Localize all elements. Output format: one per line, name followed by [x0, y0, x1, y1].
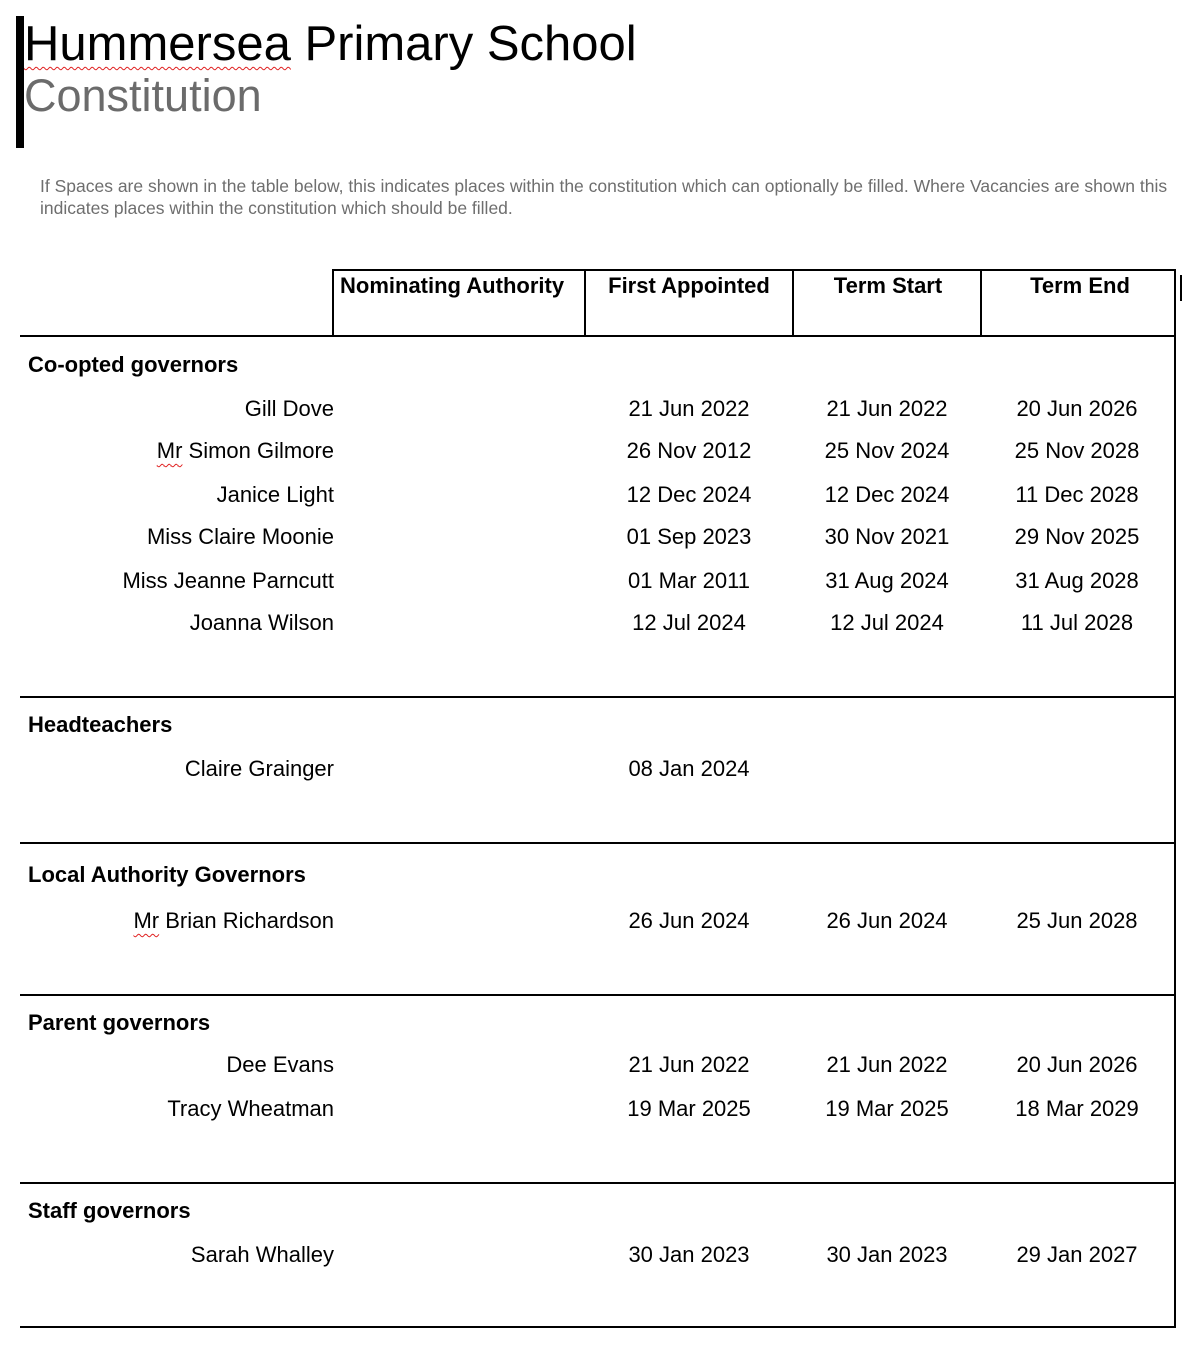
name-text: Tracy Wheatman — [167, 1096, 334, 1121]
title-school-name: Hummersea — [24, 17, 291, 71]
section-title: Staff governors — [28, 1198, 191, 1223]
term-end-date: 11 Jul 2028 — [1020, 610, 1134, 635]
name-title-prefix: Mr — [156, 438, 183, 463]
term-end-date: 25 Nov 2028 — [1014, 438, 1140, 463]
term-end-date: 18 Mar 2029 — [1015, 1096, 1139, 1121]
table-right-border — [1174, 269, 1176, 1328]
header-right-tick — [1180, 275, 1182, 301]
term-start-date: 26 Jun 2024 — [826, 908, 948, 933]
section-title: Local Authority Governors — [28, 862, 306, 887]
governor-name — [190, 610, 334, 636]
term-end-date: 25 Jun 2028 — [1016, 908, 1138, 933]
term-start-date: 25 Nov 2024 — [824, 438, 950, 463]
header-bottom-rule — [20, 335, 1176, 337]
section-bottom-rule — [20, 842, 1176, 844]
governor-name — [245, 396, 334, 422]
governor-name — [133, 908, 334, 934]
name-text: Miss Jeanne Parncutt — [122, 568, 334, 593]
first-appointed-date: 08 Jan 2024 — [628, 756, 750, 781]
first-appointed-date: 01 Mar 2011 — [628, 568, 750, 593]
page-subtitle: Constitution — [24, 70, 262, 121]
term-end-date: 31 Aug 2028 — [1015, 568, 1139, 593]
header-term-end: Term End — [1030, 273, 1130, 298]
section-title: Co-opted governors — [28, 352, 239, 377]
name-text: Sarah Whalley — [190, 1242, 334, 1267]
header-cell-first-appointed — [584, 269, 794, 335]
name-text: Janice Light — [216, 482, 334, 507]
first-appointed-date: 01 Sep 2023 — [626, 524, 752, 549]
term-start-date: 21 Jun 2022 — [826, 1052, 948, 1077]
first-appointed-date: 21 Jun 2022 — [628, 396, 750, 421]
section-bottom-rule — [20, 994, 1176, 996]
title-rest: Primary School — [290, 17, 637, 71]
name-text: Gill Dove — [244, 396, 334, 421]
section-title: Parent governors — [28, 1010, 211, 1035]
intro-text: If Spaces are shown in the table below, this indicates places within the constitution which can optionally be filled. Where Vacancies are shown this indicates places within the constitution which should be filled. — [40, 176, 1168, 218]
first-appointed-date: 12 Dec 2024 — [626, 482, 752, 507]
header-cell-term-start — [792, 269, 982, 335]
governor-name — [122, 568, 334, 594]
governor-name — [191, 1242, 334, 1268]
section-bottom-rule — [20, 1326, 1176, 1328]
term-end-date: 20 Jun 2026 — [1016, 1052, 1138, 1077]
name-text: Joanna Wilson — [189, 610, 334, 635]
term-end-date: 29 Nov 2025 — [1014, 524, 1140, 549]
first-appointed-date: 12 Jul 2024 — [632, 610, 746, 635]
header-cell-nominating — [332, 269, 586, 335]
section-bottom-rule — [20, 696, 1176, 698]
governor-name — [217, 482, 334, 508]
term-start-date: 31 Aug 2024 — [825, 568, 949, 593]
first-appointed-date: 21 Jun 2022 — [628, 1052, 750, 1077]
page-title — [24, 16, 637, 72]
header-nominating-authority: Nominating Authority — [340, 273, 565, 298]
term-start-date: 30 Nov 2021 — [824, 524, 950, 549]
title-accent-bar — [16, 16, 24, 148]
term-start-date: 30 Jan 2023 — [826, 1242, 948, 1267]
name-text: Dee Evans — [226, 1052, 334, 1077]
governor-name — [185, 756, 334, 782]
governor-name — [226, 1052, 334, 1078]
term-end-date: 29 Jan 2027 — [1016, 1242, 1138, 1267]
governor-name — [147, 524, 334, 550]
first-appointed-date: 30 Jan 2023 — [628, 1242, 750, 1267]
first-appointed-date: 19 Mar 2025 — [627, 1096, 751, 1121]
header-first-appointed: First Appointed — [608, 273, 770, 298]
first-appointed-date: 26 Jun 2024 — [628, 908, 750, 933]
section-title: Headteachers — [28, 712, 173, 737]
header-cell-term-end — [980, 269, 1176, 335]
name-text: Miss Claire Moonie — [146, 524, 334, 549]
term-end-date: 11 Dec 2028 — [1015, 482, 1139, 507]
section-bottom-rule — [20, 1182, 1176, 1184]
governor-name — [167, 1096, 334, 1122]
term-start-date: 19 Mar 2025 — [825, 1096, 949, 1121]
name-text: Claire Grainger — [184, 756, 334, 781]
term-start-date: 21 Jun 2022 — [826, 396, 948, 421]
name-text: Brian Richardson — [159, 908, 334, 933]
first-appointed-date: 26 Nov 2012 — [626, 438, 752, 463]
governor-name — [157, 438, 334, 464]
term-start-date: 12 Jul 2024 — [830, 610, 944, 635]
name-text: Simon Gilmore — [182, 438, 334, 463]
term-end-date: 20 Jun 2026 — [1016, 396, 1138, 421]
name-title-prefix: Mr — [133, 908, 160, 933]
header-term-start: Term Start — [833, 273, 943, 298]
term-start-date: 12 Dec 2024 — [824, 482, 950, 507]
